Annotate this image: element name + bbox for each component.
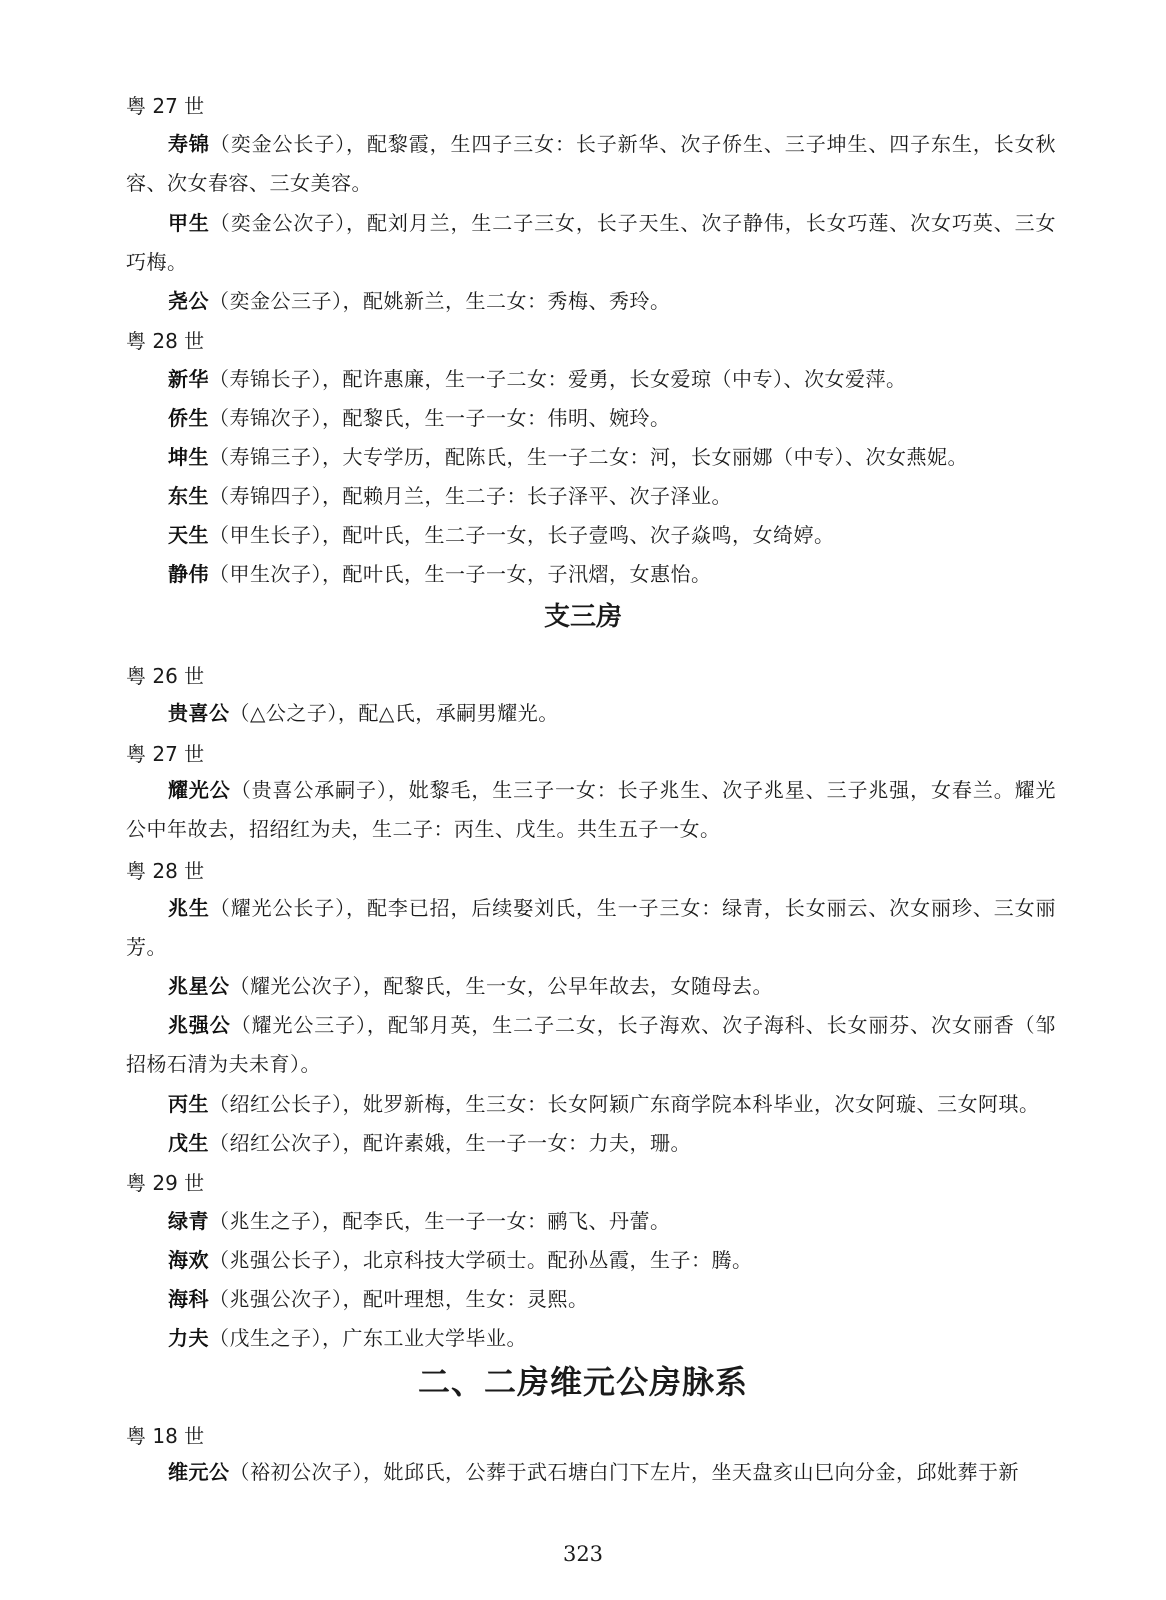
generation-heading: 粤 27 世 <box>126 742 205 766</box>
genealogy-entry <box>126 282 1056 321</box>
person-name: 维元公 <box>168 1460 230 1484</box>
entry-text: （绍红公长子），妣罗新梅，生三女：长女阿颖广东商学院本科毕业，次女阿璇、三女阿琪。 <box>209 1092 1040 1116</box>
generation-heading: 粤 26 世 <box>126 664 205 688</box>
entry-text: （耀光公次子），配黎氏，生一女，公早年故去，女随母去。 <box>229 974 773 998</box>
genealogy-entry <box>126 555 1056 594</box>
entry-text: （贵喜公承嗣子），妣黎毛，生三子一女：长子兆生、次子兆星、三子兆强，女春兰。耀光公中年故去，招绍红为夫，生二子：丙生、戊生。共生五子一女。 <box>126 778 1057 841</box>
person-name: 坤生 <box>168 445 209 469</box>
genealogy-entry <box>126 1085 1056 1124</box>
person-name: 甲生 <box>168 211 210 235</box>
generation-heading: 粤 27 世 <box>126 94 205 118</box>
genealogy-entry <box>126 967 1056 1006</box>
genealogy-entry <box>126 1124 1056 1163</box>
entry-text: （兆生之子），配李氏，生一子一女：鹂飞、丹蕾。 <box>209 1209 671 1233</box>
person-name: 静伟 <box>168 562 209 586</box>
person-name: 东生 <box>168 484 209 508</box>
person-name: 侨生 <box>168 406 209 430</box>
genealogy-entry <box>126 1319 1056 1358</box>
entry-text: （寿锦长子），配许惠廉，生一子二女：爱勇，长女爱琼（中专）、次女爱萍。 <box>209 367 907 391</box>
person-name: 贵喜公 <box>168 701 230 725</box>
genealogy-entry <box>126 438 1056 477</box>
entry-text: （戊生之子），广东工业大学毕业。 <box>209 1326 527 1350</box>
entry-text: （绍红公次子），配许素娥，生一子一女：力夫，珊。 <box>209 1131 691 1155</box>
genealogy-entry <box>126 694 1056 733</box>
person-name: 天生 <box>168 523 209 547</box>
genealogy-entry <box>126 771 1056 849</box>
entry-text: （甲生长子），配叶氏，生二子一女，长子壹鸣、次子焱鸣，女绮婷。 <box>209 523 835 547</box>
genealogy-entry <box>126 360 1056 399</box>
section-title: 支三房 <box>543 602 622 632</box>
person-name: 兆星公 <box>168 974 230 998</box>
entry-text: （奕金公长子），配黎霞，生四子三女：长子新华、次子侨生、三子坤生、四子东生，长女秋容、次女春容、三女美容。 <box>126 132 1057 195</box>
entry-text: （耀光公长子），配李已招，后续娶刘氏，生一子三女：绿青，长女丽云、次女丽珍、三女丽芳。 <box>126 896 1057 959</box>
entry-text: （耀光公三子），配邹月英，生二子二女，长子海欢、次子海科、长女丽芬、次女丽香（邹招杨石清为夫未育）。 <box>126 1013 1057 1076</box>
entry-text: （寿锦三子），大专学历，配陈氏，生一子二女：河，长女丽娜（中专）、次女燕妮。 <box>209 445 968 469</box>
genealogy-entry <box>126 1006 1056 1084</box>
genealogy-entry <box>126 477 1056 516</box>
entry-text: （奕金公次子），配刘月兰，生二子三女，长子天生、次子静伟，长女巧莲、次女巧英、三女巧梅。 <box>126 211 1057 274</box>
genealogy-entry <box>126 399 1056 438</box>
genealogy-entry <box>126 1202 1056 1241</box>
genealogy-entry <box>126 204 1056 282</box>
genealogy-entry <box>126 1453 1056 1492</box>
person-name: 寿锦 <box>168 132 210 156</box>
generation-heading: 粤 28 世 <box>126 859 205 883</box>
person-name: 海科 <box>168 1287 209 1311</box>
person-name: 耀光公 <box>168 778 231 802</box>
person-name: 兆强公 <box>168 1013 231 1037</box>
genealogy-entry <box>126 889 1056 967</box>
generation-heading: 粤 18 世 <box>126 1424 205 1448</box>
person-name: 绿青 <box>168 1209 209 1233</box>
person-name: 尧公 <box>168 289 209 313</box>
person-name: 兆生 <box>168 896 210 920</box>
genealogy-entry <box>126 1280 1056 1319</box>
page-number: 323 <box>562 1542 604 1566</box>
generation-heading: 粤 28 世 <box>126 329 205 353</box>
person-name: 新华 <box>168 367 209 391</box>
entry-text: （寿锦四子），配赖月兰，生二子：长子泽平、次子泽业。 <box>209 484 732 508</box>
genealogy-entry <box>126 516 1056 555</box>
generation-heading: 粤 29 世 <box>126 1171 205 1195</box>
entry-text: （裕初公次子），妣邱氏，公葬于武石塘白门下左片，坐天盘亥山巳向分金，邱妣葬于新 <box>229 1460 1019 1484</box>
entry-text: （奕金公三子），配姚新兰，生二女：秀梅、秀玲。 <box>209 289 671 313</box>
person-name: 戊生 <box>168 1131 209 1155</box>
entry-text: （甲生次子），配叶氏，生一子一女，子汛熠，女惠怡。 <box>209 562 712 586</box>
person-name: 丙生 <box>168 1092 209 1116</box>
genealogy-entry <box>126 125 1056 203</box>
person-name: 力夫 <box>168 1326 209 1350</box>
chapter-title: 二、二房维元公房脉系 <box>417 1363 748 1401</box>
genealogy-entry <box>126 1241 1056 1280</box>
person-name: 海欢 <box>168 1248 209 1272</box>
entry-text: （兆强公次子），配叶理想，生女：灵熙。 <box>209 1287 589 1311</box>
entry-text: （寿锦次子），配黎氏，生一子一女：伟明、婉玲。 <box>209 406 671 430</box>
entry-text: （兆强公长子），北京科技大学硕士。配孙丛霞，生子：腾。 <box>209 1248 753 1272</box>
entry-text: （△公之子），配△氏，承嗣男耀光。 <box>229 701 559 725</box>
